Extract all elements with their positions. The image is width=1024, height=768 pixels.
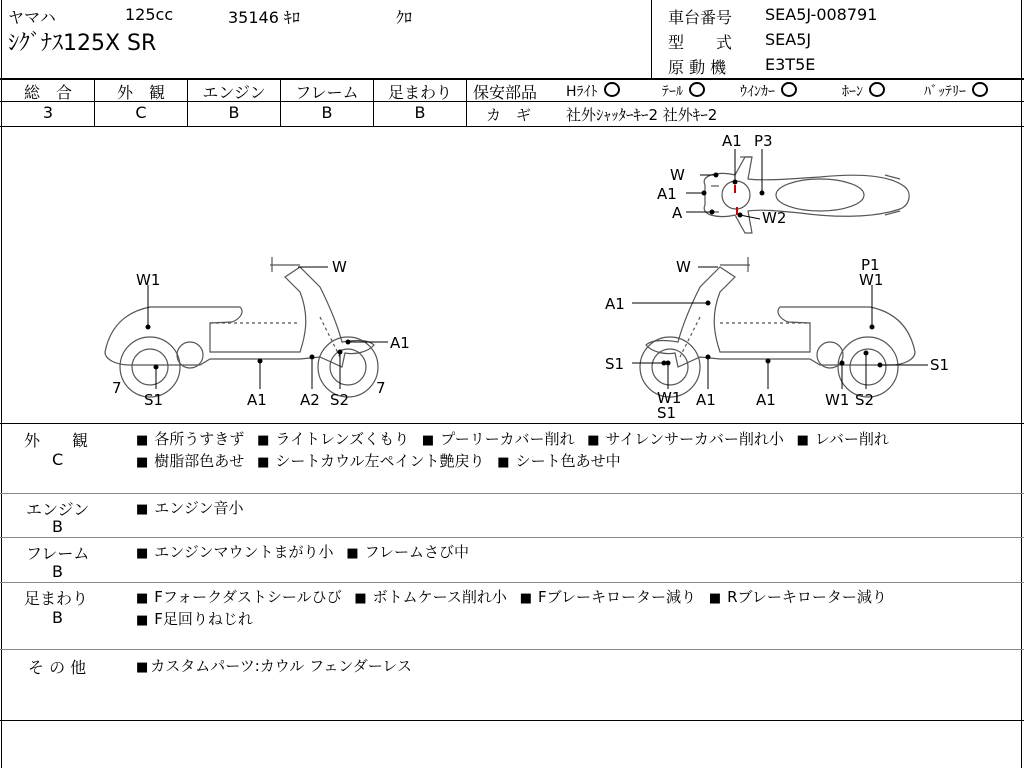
diag-top-p3: P3 — [754, 132, 773, 150]
maker: ヤマハ — [8, 8, 56, 27]
remark-frame-grade: B — [52, 562, 63, 581]
color: ｸﾛ — [396, 8, 413, 27]
diag-left-7b: 7 — [376, 379, 386, 397]
condition-diagram — [0, 127, 1024, 423]
grade-frame-label: フレーム — [295, 83, 359, 102]
damage-red-marks — [735, 185, 737, 215]
ok-circle-icon — [604, 82, 620, 97]
grade-frame-value: B — [321, 103, 333, 122]
safety-label: 保安部品 — [473, 83, 538, 102]
ok-circle-icon — [869, 82, 885, 97]
remark-frame-line-1: ■ エンジンマウントまがり小 ■ フレームさび中 — [136, 543, 470, 561]
diag-right-s1c: S1 — [657, 404, 677, 422]
diag-left-7a: 7 — [112, 379, 122, 397]
diag-left-s2: S2 — [330, 391, 350, 409]
remark-other-line-1: ■ カスタムパーツ:カウル フェンダーレス — [136, 657, 412, 675]
grade-engine-label: エンジン — [202, 83, 266, 102]
remark-exterior-line-1: ■ 各所うすきず ■ ライトレンズくもり ■ プーリーカバー削れ ■ サイレンサーカバー削れ小 ■ レバー削れ — [136, 430, 889, 448]
chassis-value: SEA5J-008791 — [765, 5, 878, 24]
header-divider — [651, 0, 652, 79]
remark-frame-label: フレーム — [26, 544, 90, 563]
safety-item-battery: ﾊﾞｯﾃﾘｰ — [924, 81, 988, 101]
mileage: 35146 ｷﾛ — [228, 8, 300, 27]
diag-left-w: W — [332, 258, 347, 276]
remark-suspension-line-2: ■ F足回りねじれ — [136, 610, 253, 628]
remark-rule-2 — [0, 537, 1024, 538]
chassis-label: 車台番号 — [668, 8, 733, 27]
safety-item-horn: ﾎｰﾝ — [842, 81, 885, 101]
grade-engine-value: B — [228, 103, 240, 122]
engine-model-label: 原 動 機 — [668, 58, 727, 77]
safety-item-tail: ﾃｰﾙ — [662, 81, 705, 101]
diag-left-a1b: A1 — [247, 391, 267, 409]
diagram-bottom-rule — [0, 423, 1024, 424]
remark-bottom-rule — [0, 720, 1024, 721]
diag-right-a1: A1 — [605, 295, 625, 313]
diag-top-a: A — [672, 204, 683, 222]
model-name: ｼｸﾞﾅｽ125X SR — [8, 31, 157, 56]
grade-col-5 — [466, 78, 467, 126]
remark-suspension-line-1: ■ Fフォークダストシールひび ■ ボトムケース削れ小 ■ Fブレーキローター減り ■ Rブレーキローター減り — [136, 588, 887, 606]
remark-suspension-label: 足まわり — [24, 589, 89, 608]
engine-model-value: E3T5E — [765, 55, 816, 74]
remark-engine-grade: B — [52, 517, 63, 536]
key-value: 社外ｼｬｯﾀｰｷｰ2 社外ｷｰ2 — [566, 106, 718, 124]
diag-right-w1c: W1 — [825, 391, 850, 409]
diag-right-w1: W1 — [859, 271, 884, 289]
diag-top-w2: W2 — [762, 209, 787, 227]
remark-other-label: そ の 他 — [28, 658, 87, 677]
ok-circle-icon — [781, 82, 797, 97]
grade-overall-label: 総 合 — [23, 83, 72, 102]
type-label: 型 式 — [668, 33, 733, 52]
grade-overall-value: 3 — [42, 103, 54, 122]
ok-circle-icon — [689, 82, 705, 97]
remark-engine-label: エンジン — [26, 500, 90, 519]
grade-exterior-value: C — [135, 103, 147, 122]
displacement: 125cc — [125, 5, 174, 24]
damage-leaders — [146, 149, 928, 389]
safety-item-winker: ｳｲﾝｶｰ — [740, 81, 797, 101]
remark-exterior-label: 外 観 — [24, 431, 89, 450]
grade-suspension-value: B — [414, 103, 426, 122]
remark-exterior-grade: C — [52, 450, 64, 469]
key-label: カ ギ — [486, 106, 532, 124]
diag-left-w1: W1 — [136, 271, 161, 289]
diag-left-s1: S1 — [144, 391, 164, 409]
diag-right-s2: S2 — [855, 391, 875, 409]
diag-left-a1: A1 — [390, 334, 410, 352]
diag-right-a1b: A1 — [696, 391, 716, 409]
diag-right-p1: P1 — [861, 256, 880, 274]
remark-rule-3 — [0, 582, 1024, 583]
type-value: SEA5J — [765, 30, 812, 49]
remark-rule-1 — [0, 493, 1024, 494]
diag-right-w: W — [676, 258, 691, 276]
grade-exterior-label: 外 観 — [116, 83, 165, 102]
diag-top-w: W — [670, 166, 685, 184]
diag-right-s1: S1 — [605, 355, 625, 373]
remark-suspension-grade: B — [52, 608, 63, 627]
diag-right-a1c: A1 — [756, 391, 776, 409]
remark-engine-line-1: ■ エンジン音小 — [136, 499, 244, 517]
diag-right-w1b: W1 — [657, 389, 682, 407]
safety-mid-rule — [468, 101, 1024, 102]
diag-left-a2: A2 — [300, 391, 320, 409]
ok-circle-icon — [972, 82, 988, 97]
diag-top-a1: A1 — [722, 132, 742, 150]
grade-suspension-label: 足まわり — [387, 83, 452, 102]
remark-rule-4 — [0, 649, 1024, 650]
diag-right-s1b: S1 — [930, 356, 950, 374]
remark-exterior-line-2: ■ 樹脂部色あせ ■ シートカウル左ペイント艶戻り ■ シート色あせ中 — [136, 452, 621, 470]
diag-top-a1b: A1 — [657, 185, 677, 203]
safety-item-headlight: Hﾗｲﾄ — [566, 81, 620, 101]
